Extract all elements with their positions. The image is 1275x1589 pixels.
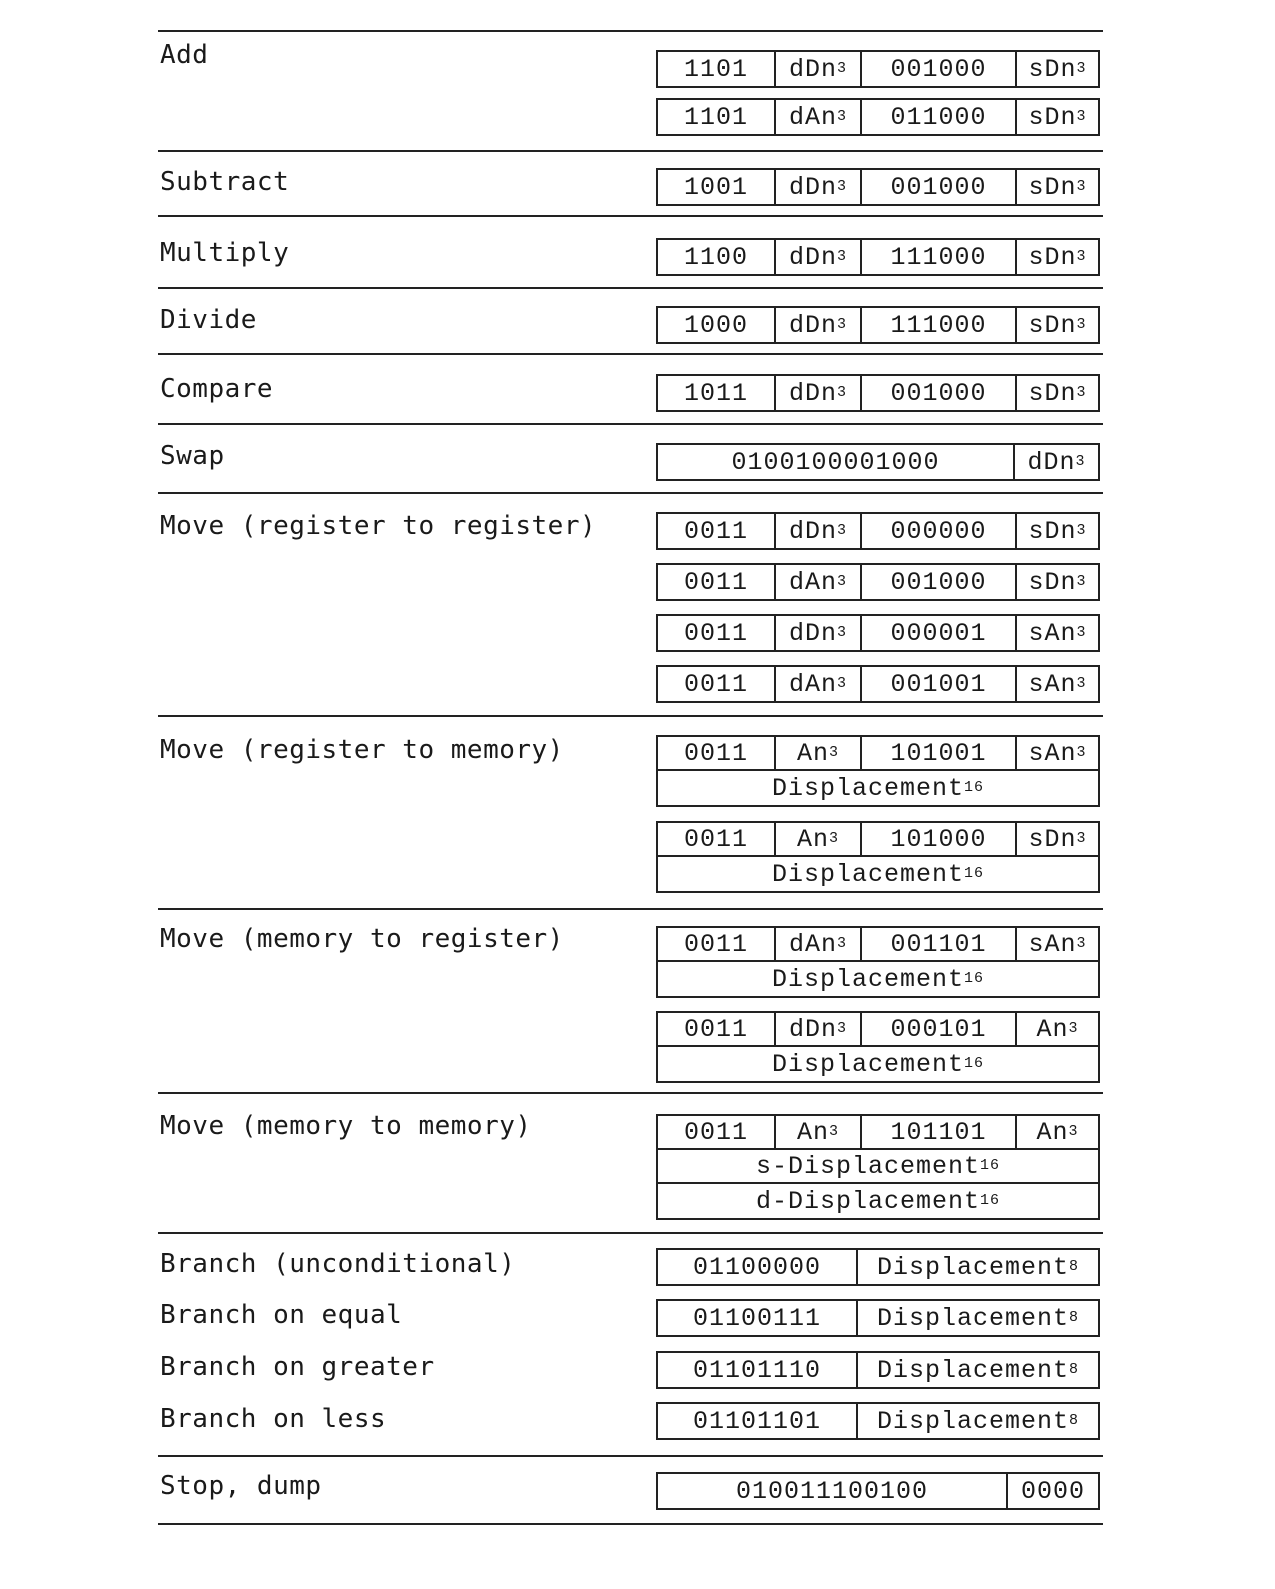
- bit-field-text: sDn: [1028, 102, 1077, 132]
- bit-field-text: Displacement: [876, 1355, 1069, 1385]
- format-row: [658, 240, 1098, 274]
- bit-field-text: An: [1036, 1117, 1069, 1147]
- instruction-format: [656, 168, 1100, 206]
- bit-field: dDn 3: [776, 240, 862, 274]
- bit-field: dDn 3: [1027, 447, 1086, 477]
- instruction-label: Subtract: [160, 167, 290, 197]
- bit-field-text: 001000: [890, 172, 987, 202]
- bit-field-text: dDn: [788, 516, 837, 546]
- format-row: [658, 928, 1098, 962]
- bit-field: [862, 170, 1017, 204]
- bit-field-text: sDn: [1028, 172, 1077, 202]
- format-row: [658, 1250, 1098, 1284]
- format-row: [658, 1047, 1098, 1081]
- bit-field-text: 1000: [683, 310, 748, 340]
- bit-field-text: dAn: [788, 929, 837, 959]
- instruction-format: [656, 443, 1100, 481]
- bit-field-text: An: [1036, 1014, 1069, 1044]
- instruction-label: Swap: [160, 441, 225, 471]
- instruction-label: Branch on less: [160, 1404, 387, 1434]
- section-rule: [158, 1455, 1103, 1457]
- bit-field-text: 101101: [890, 1117, 987, 1147]
- bit-field-text: sDn: [1028, 242, 1077, 272]
- section-rule: [158, 1092, 1103, 1094]
- format-row: [658, 771, 1098, 805]
- bit-field-text: 0011: [683, 824, 748, 854]
- bit-field-text: 001000: [890, 378, 987, 408]
- instruction-label: Branch on greater: [160, 1352, 435, 1382]
- bit-field-text: Displacement: [771, 859, 964, 889]
- bit-field: sDn 3: [1028, 824, 1087, 854]
- format-row: [658, 1474, 1098, 1508]
- bit-field: [658, 514, 776, 548]
- bit-field: [862, 376, 1017, 410]
- bit-field-text: 101001: [890, 738, 987, 768]
- instruction-label: Move (register to memory): [160, 735, 564, 765]
- format-row: [658, 1301, 1098, 1335]
- bit-field: [862, 514, 1017, 548]
- bit-field: [658, 1116, 776, 1148]
- bit-field: [658, 565, 776, 599]
- bit-field-text: 0011: [683, 738, 748, 768]
- bit-field: [862, 240, 1017, 274]
- bit-field-text: sDn: [1028, 378, 1077, 408]
- bit-field-text: sDn: [1028, 824, 1077, 854]
- instruction-format: [656, 1114, 1100, 1220]
- section-rule: [158, 150, 1103, 152]
- section-rule: [158, 287, 1103, 289]
- bit-field: [658, 616, 776, 650]
- instruction-format: [656, 614, 1100, 652]
- bit-field: [862, 52, 1017, 86]
- section-rule: [158, 1523, 1103, 1525]
- instruction-format: [656, 512, 1100, 550]
- bit-field-text: dDn: [788, 618, 837, 648]
- bit-field-text: 01101110: [692, 1355, 822, 1385]
- bit-field: d-Displacement 16: [755, 1186, 1001, 1216]
- instruction-format: [656, 1011, 1100, 1083]
- bit-field: [1008, 1474, 1098, 1508]
- bit-field-text: sDn: [1028, 567, 1077, 597]
- bit-field-text: 01100000: [692, 1252, 822, 1282]
- bit-field: sDn 3: [1028, 310, 1087, 340]
- bit-field: Displacement 16: [771, 964, 985, 994]
- format-row: [658, 514, 1098, 548]
- bit-field-text: 011000: [890, 102, 987, 132]
- format-row: [658, 616, 1098, 650]
- format-row: [658, 445, 1098, 479]
- instruction-format: [656, 1402, 1100, 1440]
- bit-field: Displacement 16: [771, 773, 985, 803]
- format-row: [658, 308, 1098, 342]
- instruction-format: [656, 1299, 1100, 1337]
- bit-field: An 3: [776, 737, 862, 769]
- instruction-label: Move (register to register): [160, 511, 597, 541]
- format-row: [658, 1116, 1098, 1150]
- bit-field-text: dDn: [788, 54, 837, 84]
- instruction-format: [656, 821, 1100, 893]
- bit-field-text: sAn: [1028, 738, 1077, 768]
- bit-field: s-Displacement 16: [755, 1151, 1001, 1181]
- instruction-format: [656, 1351, 1100, 1389]
- bit-field-text: dDn: [788, 172, 837, 202]
- bit-field-text: 0011: [683, 1117, 748, 1147]
- format-row: [658, 376, 1098, 410]
- instruction-label: Divide: [160, 305, 257, 335]
- bit-field-text: dAn: [788, 102, 837, 132]
- bit-field: dDn 3: [776, 52, 862, 86]
- bit-field: dDn 3: [776, 1013, 862, 1045]
- bit-field-text: 0000: [1020, 1476, 1085, 1506]
- bit-field: [658, 170, 776, 204]
- bit-field-text: d-Displacement: [755, 1186, 981, 1216]
- bit-field-text: 101000: [890, 824, 987, 854]
- bit-field-text: 001000: [890, 567, 987, 597]
- bit-field-text: 000000: [890, 516, 987, 546]
- instruction-label: Move (memory to register): [160, 924, 564, 954]
- bit-field: [658, 1474, 1008, 1508]
- section-rule: [158, 715, 1103, 717]
- format-row: [658, 667, 1098, 701]
- bit-field: Displacement 8: [876, 1252, 1080, 1282]
- bit-field-text: sDn: [1028, 516, 1077, 546]
- bit-field-text: 01100111: [692, 1303, 822, 1333]
- bit-field-text: 1101: [683, 54, 748, 84]
- bit-field-text: s-Displacement: [755, 1151, 981, 1181]
- bit-field: dDn 3: [776, 170, 862, 204]
- bit-field: dAn 3: [776, 100, 862, 134]
- bit-field: An 3: [1036, 1014, 1079, 1044]
- section-rule: [158, 908, 1103, 910]
- bit-field: sDn 3: [1028, 242, 1087, 272]
- bit-field: [658, 1404, 858, 1438]
- bit-field: sDn 3: [1028, 54, 1087, 84]
- bit-field-text: 1100: [683, 242, 748, 272]
- bit-field: [658, 52, 776, 86]
- bit-field: dDn 3: [776, 376, 862, 410]
- format-row: [658, 52, 1098, 86]
- bit-field: [658, 445, 1015, 479]
- instruction-format: [656, 926, 1100, 998]
- bit-field: sDn 3: [1028, 102, 1087, 132]
- bit-field-text: 001001: [890, 669, 987, 699]
- instruction-label: Branch (unconditional): [160, 1249, 516, 1279]
- section-rule: [158, 423, 1103, 425]
- bit-field: [658, 1353, 858, 1387]
- bit-field: [862, 308, 1017, 342]
- bit-field: [658, 667, 776, 701]
- instruction-label: Compare: [160, 374, 274, 404]
- bit-field: dAn 3: [776, 565, 862, 599]
- bit-field-text: 001000: [890, 54, 987, 84]
- bit-field: [862, 667, 1017, 701]
- bit-field-text: 0011: [683, 929, 748, 959]
- bit-field-text: dDn: [788, 310, 837, 340]
- bit-field: dDn 3: [776, 514, 862, 548]
- format-row: [658, 1404, 1098, 1438]
- bit-field-text: sDn: [1028, 54, 1077, 84]
- bit-field-text: 01101101: [692, 1406, 822, 1436]
- bit-field-text: Displacement: [876, 1406, 1069, 1436]
- bit-field-text: 1101: [683, 102, 748, 132]
- instruction-label: Move (memory to memory): [160, 1111, 532, 1141]
- bit-field: [658, 1013, 776, 1045]
- instruction-format: [656, 374, 1100, 412]
- bit-field: sDn 3: [1028, 516, 1087, 546]
- instruction-format: [656, 563, 1100, 601]
- bit-field-text: 111000: [890, 310, 987, 340]
- bit-field-text: 0011: [683, 1014, 748, 1044]
- instruction-label: Branch on equal: [160, 1300, 403, 1330]
- bit-field-text: Displacement: [876, 1303, 1069, 1333]
- bit-field: An 3: [776, 823, 862, 855]
- bit-field-text: dDn: [788, 378, 837, 408]
- instruction-format: [656, 1472, 1100, 1510]
- bit-field-text: dDn: [788, 242, 837, 272]
- format-row: [658, 170, 1098, 204]
- section-rule: [158, 353, 1103, 355]
- bit-field-text: 111000: [890, 242, 987, 272]
- instruction-format: [656, 665, 1100, 703]
- bit-field-text: 0011: [683, 567, 748, 597]
- bit-field-text: sAn: [1028, 929, 1077, 959]
- bit-field: [658, 928, 776, 960]
- instruction-label: Stop, dump: [160, 1471, 322, 1501]
- bit-field: [862, 1116, 1017, 1148]
- bit-field-text: 1011: [683, 378, 748, 408]
- bit-field-text: 010011100100: [735, 1476, 929, 1506]
- bit-field: [862, 616, 1017, 650]
- bit-field-text: Displacement: [876, 1252, 1069, 1282]
- section-rule: [158, 492, 1103, 494]
- bit-field: dAn 3: [776, 667, 862, 701]
- bit-field: [862, 100, 1017, 134]
- bit-field-text: sAn: [1028, 618, 1077, 648]
- instruction-format: [656, 306, 1100, 344]
- format-row: [658, 823, 1098, 857]
- bit-field-text: sDn: [1028, 310, 1077, 340]
- bit-field: sAn 3: [1028, 669, 1087, 699]
- bit-field: [862, 1013, 1017, 1045]
- bit-field: sAn 3: [1028, 738, 1087, 768]
- instruction-format: [656, 238, 1100, 276]
- bit-field-text: 0011: [683, 516, 748, 546]
- bit-field-text: dAn: [788, 669, 837, 699]
- bit-field: dDn 3: [776, 308, 862, 342]
- format-row: [658, 737, 1098, 771]
- bit-field: dDn 3: [776, 616, 862, 650]
- bit-field: sDn 3: [1028, 378, 1087, 408]
- bit-field: Displacement 8: [876, 1355, 1080, 1385]
- bit-field: Displacement 16: [771, 859, 985, 889]
- format-row: [658, 857, 1098, 891]
- bit-field: [862, 928, 1017, 960]
- bit-field: An 3: [1036, 1117, 1079, 1147]
- bit-field-text: sAn: [1028, 669, 1077, 699]
- bit-field: sAn 3: [1028, 929, 1087, 959]
- instruction-format: [656, 735, 1100, 807]
- bit-field-text: 0011: [683, 669, 748, 699]
- bit-field: [658, 737, 776, 769]
- bit-field: sDn 3: [1028, 567, 1087, 597]
- format-row: [658, 1013, 1098, 1047]
- bit-field: [862, 565, 1017, 599]
- format-row: [658, 1184, 1098, 1218]
- bit-field: Displacement 16: [771, 1049, 985, 1079]
- bit-field: sDn 3: [1028, 172, 1087, 202]
- bit-field: [658, 100, 776, 134]
- bit-field-text: Displacement: [771, 773, 964, 803]
- bit-field-text: 000001: [890, 618, 987, 648]
- bit-field-text: 0100100001000: [731, 447, 940, 477]
- bit-field-text: 000101: [890, 1014, 987, 1044]
- bit-field-text: 1001: [683, 172, 748, 202]
- bit-field-text: Displacement: [771, 1049, 964, 1079]
- instruction-format: [656, 98, 1100, 136]
- format-row: [658, 100, 1098, 134]
- bit-field-text: dAn: [788, 567, 837, 597]
- bit-field: [658, 308, 776, 342]
- bit-field-text: Displacement: [771, 964, 964, 994]
- format-row: [658, 1353, 1098, 1387]
- bit-field-text: An: [796, 738, 829, 768]
- bit-field: [658, 240, 776, 274]
- bit-field: [658, 1301, 858, 1335]
- bit-field: [658, 1250, 858, 1284]
- section-rule: [158, 30, 1103, 32]
- bit-field: An 3: [776, 1116, 862, 1148]
- instruction-label: Add: [160, 40, 209, 70]
- section-rule: [158, 215, 1103, 217]
- section-rule: [158, 1232, 1103, 1234]
- bit-field: Displacement 8: [876, 1303, 1080, 1333]
- bit-field: [658, 376, 776, 410]
- instruction-format: [656, 50, 1100, 88]
- bit-field: dAn 3: [776, 928, 862, 960]
- format-row: [658, 1150, 1098, 1184]
- instruction-format: [656, 1248, 1100, 1286]
- bit-field: Displacement 8: [876, 1406, 1080, 1436]
- bit-field-text: dDn: [788, 1014, 837, 1044]
- format-row: [658, 962, 1098, 996]
- bit-field-text: dDn: [1027, 447, 1076, 477]
- instruction-label: Multiply: [160, 238, 290, 268]
- bit-field-text: 0011: [683, 618, 748, 648]
- bit-field-text: 001101: [890, 929, 987, 959]
- bit-field-text: An: [796, 824, 829, 854]
- bit-field: [862, 737, 1017, 769]
- bit-field-text: An: [796, 1117, 829, 1147]
- bit-field: [658, 823, 776, 855]
- format-row: [658, 565, 1098, 599]
- bit-field: [862, 823, 1017, 855]
- bit-field: sAn 3: [1028, 618, 1087, 648]
